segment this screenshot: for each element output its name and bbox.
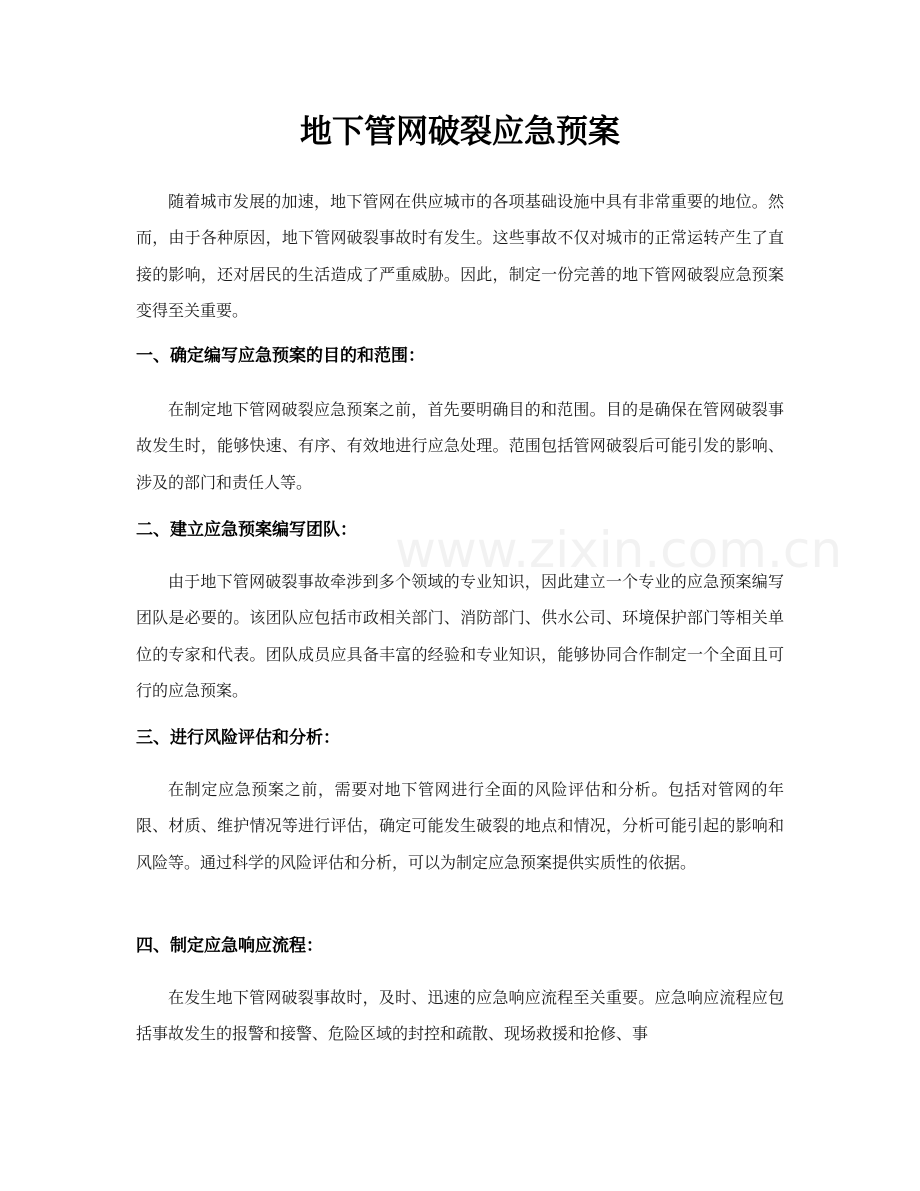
section-2-body: 由于地下管网破裂事故牵涉到多个领域的专业知识，因此建立一个专业的应急预案编写团队是必要的。该团队应包括市政相关部门、消防部门、供水公司、环境保护部门等相关单位的专家和代表。团队成员应具备丰富的经验和专业知识，能够协同合作制定一个全面且可行的应急预案。	[136, 572, 784, 701]
document-title: 地下管网破裂应急预案	[299, 112, 620, 150]
section-4-body: 在发生地下管网破裂事故时，及时、迅速的应急响应流程至关重要。应急响应流程应包括事故发生的报警和接警、危险区域的封控和疏散、现场救援和抢修、事	[136, 988, 784, 1044]
section-3-body: 在制定应急预案之前，需要对地下管网进行全面的风险评估和分析。包括对管网的年限、材质、维护情况等进行评估，确定可能发生破裂的地点和情况，分析可能引起的影响和风险等。通过科学的风险评估和分析，可以为制定应急预案提供实质性的依据。	[136, 780, 784, 872]
intro-paragraph: 随着城市发展的加速，地下管网在供应城市的各项基础设施中具有非常重要的地位。然而，由于各种原因，地下管网破裂事故时有发生。这些事故不仅对城市的正常运转产生了直接的影响，还对居民的生活造成了严重威胁。因此，制定一份完善的地下管网破裂应急预案变得至关重要。	[136, 192, 784, 321]
watermark: www.zixin.com.cn	[395, 521, 843, 579]
section-2-heading: 二、建立应急预案编写团队：	[136, 520, 357, 540]
section-4-heading: 四、制定应急响应流程：	[136, 936, 323, 956]
section-1-heading: 一、确定编写应急预案的目的和范围：	[136, 346, 425, 366]
section-1-body: 在制定地下管网破裂应急预案之前，首先要明确目的和范围。目的是确保在管网破裂事故发生时，能够快速、有序、有效地进行应急处理。范围包括管网破裂后可能引发的影响、涉及的部门和责任人等。	[136, 400, 784, 492]
section-3-heading: 三、进行风险评估和分析：	[136, 728, 340, 748]
